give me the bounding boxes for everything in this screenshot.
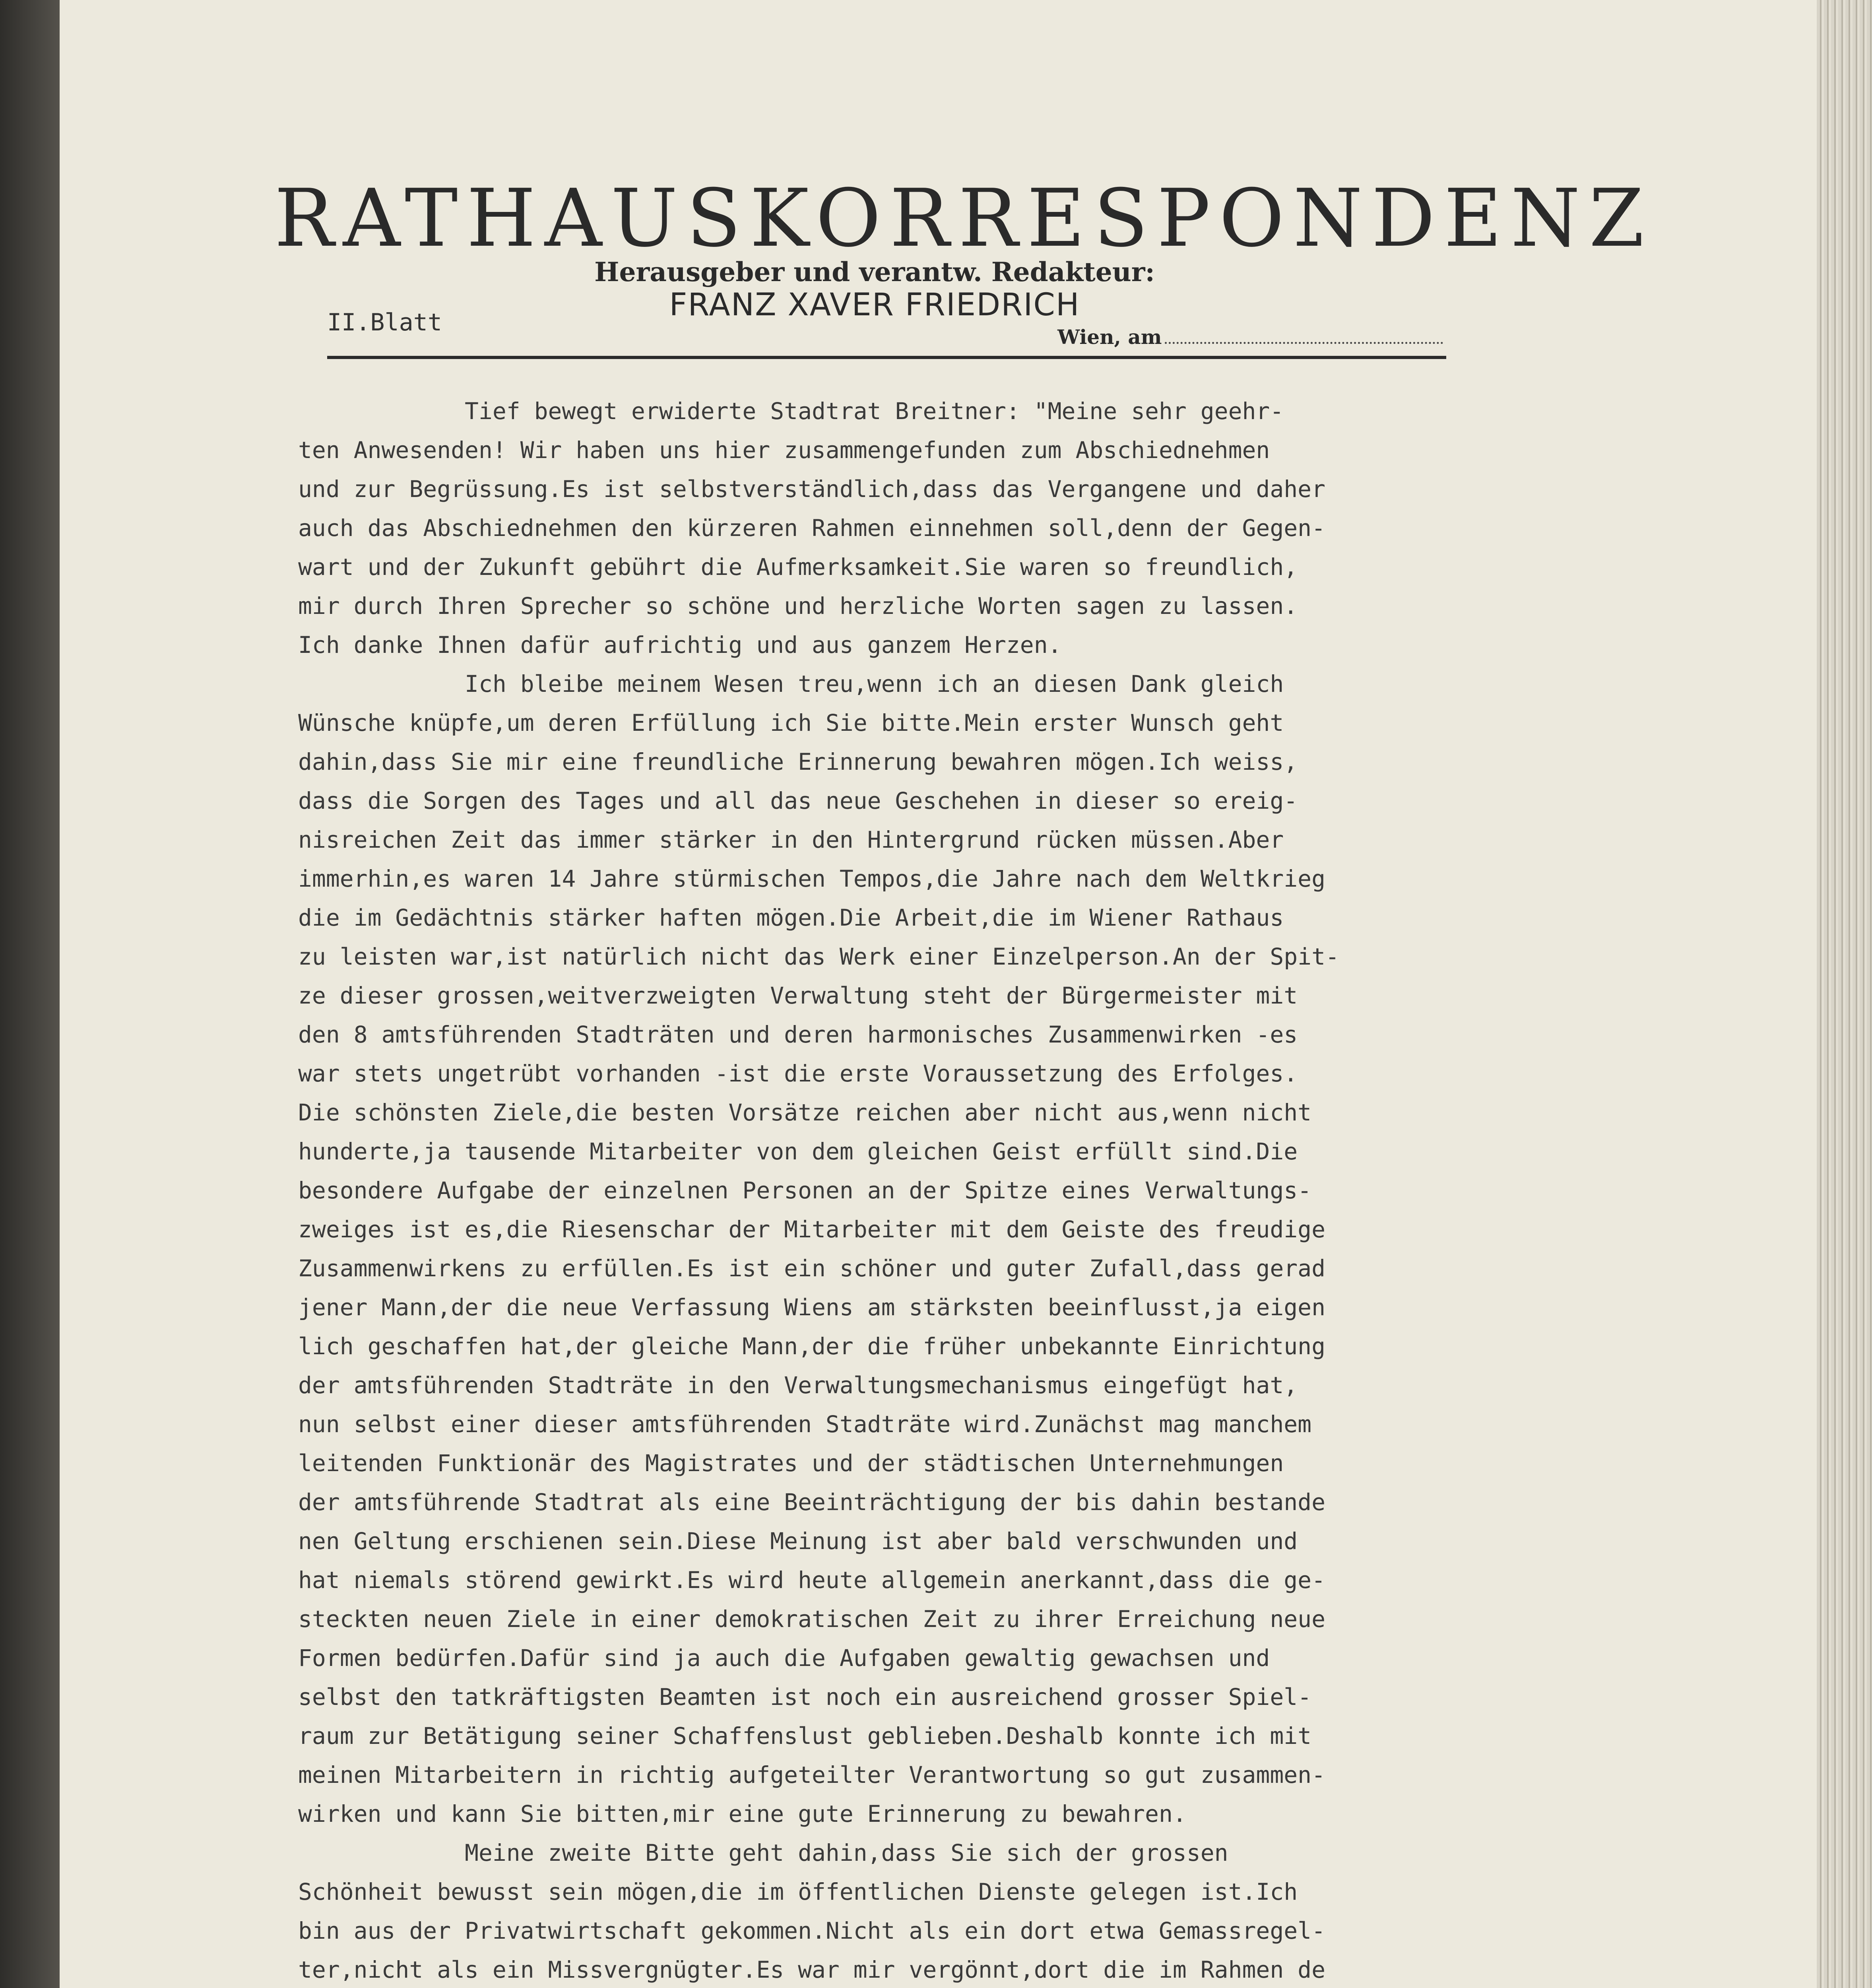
text-line: besondere Aufgabe der einzelnen Personen an der Spitze eines Verwaltungs- bbox=[298, 1177, 1312, 1204]
text-line: Zusammenwirkens zu erfüllen.Es ist ein schöner und guter Zufall,dass gerad bbox=[298, 1255, 1326, 1282]
text-line: war stets ungetrübt vorhanden -ist die erste Voraussetzung des Erfolges. bbox=[298, 1060, 1298, 1087]
text-line: selbst den tatkräftigsten Beamten ist noch ein ausreichend grosser Spiel- bbox=[298, 1683, 1312, 1710]
text-line: meinen Mitarbeitern in richtig aufgeteilter Verantwortung so gut zusammen- bbox=[298, 1761, 1326, 1788]
text-line: wart und der Zukunft gebührt die Aufmerksamkeit.Sie waren so freundlich, bbox=[298, 553, 1298, 580]
editor-name: FRANZ XAVER FRIEDRICH bbox=[669, 287, 1080, 323]
text-line: raum zur Betätigung seiner Schaffenslust geblieben.Deshalb konnte ich mit bbox=[298, 1722, 1312, 1749]
page-stack-edge bbox=[1817, 0, 1872, 1988]
text-line: Formen bedürfen.Dafür sind ja auch die Aufgaben gewaltig gewachsen und bbox=[298, 1644, 1270, 1672]
text-line: nisreichen Zeit das immer stärker in den Hintergrund rücken müssen.Aber bbox=[298, 826, 1284, 853]
date-dotted-line bbox=[1165, 342, 1443, 344]
text-line: nun selbst einer dieser amtsführenden Stadträte wird.Zunächst mag manchem bbox=[298, 1411, 1312, 1438]
typewritten-body bbox=[298, 392, 1491, 1988]
text-line: zweiges ist es,die Riesenschar der Mitarbeiter mit dem Geiste des freudige bbox=[298, 1216, 1326, 1243]
text-line: der amtsführende Stadtrat als eine Beeinträchtigung der bis dahin bestande bbox=[298, 1489, 1326, 1516]
text-line: den 8 amtsführenden Stadträten und deren harmonisches Zusammenwirken -es bbox=[298, 1021, 1298, 1048]
text-line: hat niemals störend gewirkt.Es wird heute allgemein anerkannt,dass die ge- bbox=[298, 1567, 1326, 1594]
text-line: Schönheit bewusst sein mögen,die im öffentlichen Dienste gelegen ist.Ich bbox=[298, 1878, 1298, 1905]
text-line: Ich bleibe meinem Wesen treu,wenn ich an diesen Dank gleich bbox=[298, 670, 1284, 697]
text-line: Tief bewegt erwiderte Stadtrat Breitner: "Meine sehr geehr- bbox=[298, 398, 1284, 425]
sheet-label: II.Blatt bbox=[327, 309, 442, 336]
text-line: ter,nicht als ein Missvergnügter.Es war mir vergönnt,dort die im Rahmen de bbox=[298, 1956, 1326, 1983]
text-line: Die schönsten Ziele,die besten Vorsätze reichen aber nicht aus,wenn nicht bbox=[298, 1099, 1312, 1126]
text-line: nen Geltung erschienen sein.Diese Meinung ist aber bald verschwunden und bbox=[298, 1528, 1298, 1555]
text-line: Meine zweite Bitte geht dahin,dass Sie sich der grossen bbox=[298, 1839, 1228, 1866]
place-date-label: Wien, am bbox=[1057, 325, 1162, 349]
text-line: dass die Sorgen des Tages und all das neue Geschehen in dieser so ereig- bbox=[298, 787, 1298, 814]
text-line: die im Gedächtnis stärker haften mögen.Die Arbeit,die im Wiener Rathaus bbox=[298, 904, 1284, 931]
text-line: zu leisten war,ist natürlich nicht das Werk einer Einzelperson.An der Spit- bbox=[298, 943, 1339, 970]
masthead-title: RATHAUSKORRESPONDENZ bbox=[274, 172, 1653, 265]
header-rule bbox=[327, 356, 1446, 359]
text-line: dahin,dass Sie mir eine freundliche Erinnerung bewahren mögen.Ich weiss, bbox=[298, 748, 1298, 775]
text-line: hunderte,ja tausende Mitarbeiter von dem gleichen Geist erfüllt sind.Die bbox=[298, 1138, 1298, 1165]
book-spine-shadow bbox=[0, 0, 60, 1988]
text-line: jener Mann,der die neue Verfassung Wiens am stärksten beeinflusst,ja eigen bbox=[298, 1294, 1326, 1321]
text-line: leitenden Funktionär des Magistrates und der städtischen Unternehmungen bbox=[298, 1450, 1284, 1477]
text-line: bin aus der Privatwirtschaft gekommen.Nicht als ein dort etwa Gemassregel- bbox=[298, 1917, 1326, 1944]
text-line: mir durch Ihren Sprecher so schöne und herzliche Worten sagen zu lassen. bbox=[298, 592, 1298, 619]
editor-label: Herausgeber und verantw. Redakteur: bbox=[594, 256, 1155, 287]
text-line: steckten neuen Ziele in einer demokratischen Zeit zu ihrer Erreichung neue bbox=[298, 1606, 1326, 1633]
text-line: wirken und kann Sie bitten,mir eine gute Erinnerung zu bewahren. bbox=[298, 1800, 1187, 1827]
text-line: auch das Abschiednehmen den kürzeren Rahmen einnehmen soll,denn der Gegen- bbox=[298, 514, 1326, 542]
text-line: immerhin,es waren 14 Jahre stürmischen Tempos,die Jahre nach dem Weltkrieg bbox=[298, 865, 1326, 892]
text-line: ze dieser grossen,weitverzweigten Verwaltung steht der Bürgermeister mit bbox=[298, 982, 1298, 1009]
text-line: Ich danke Ihnen dafür aufrichtig und aus ganzem Herzen. bbox=[298, 631, 1062, 658]
text-line: und zur Begrüssung.Es ist selbstverständlich,dass das Vergangene und daher bbox=[298, 476, 1326, 503]
text-line: Wünsche knüpfe,um deren Erfüllung ich Sie bitte.Mein erster Wunsch geht bbox=[298, 709, 1284, 736]
text-line: ten Anwesenden! Wir haben uns hier zusammengefunden zum Abschiednehmen bbox=[298, 437, 1270, 464]
text-line: der amtsführenden Stadträte in den Verwaltungsmechanismus eingefügt hat, bbox=[298, 1372, 1298, 1399]
text-line: lich geschaffen hat,der gleiche Mann,der die früher unbekannte Einrichtung bbox=[298, 1333, 1326, 1360]
